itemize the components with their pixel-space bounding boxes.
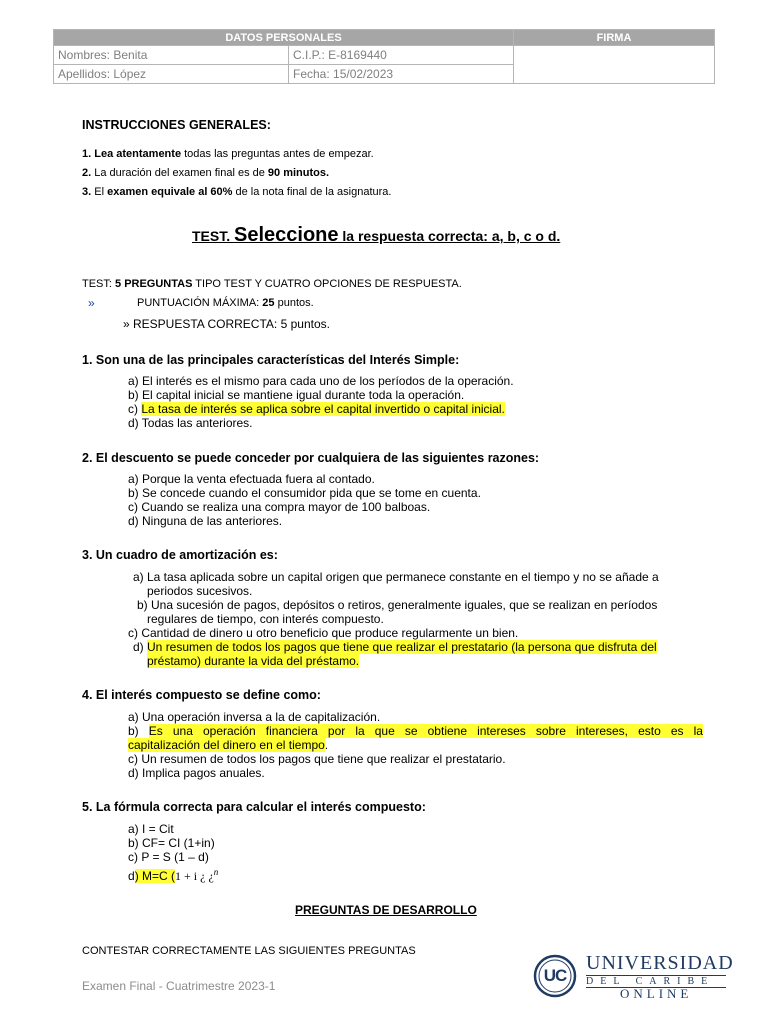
q2-option-c: c) Cuando se realiza una compra mayor de 100 balboas. [128, 500, 431, 514]
cell-apellidos: Apellidos: López [54, 65, 289, 84]
instruction-1-rest: todas las preguntas antes de empezar. [181, 148, 374, 160]
instruction-2 [82, 167, 329, 179]
q5-option-d-highlight: ) M=C ( [134, 869, 176, 883]
test-title-pre: TEST. [192, 228, 235, 244]
cell-nombres: Nombres: Benita [54, 46, 289, 65]
q5-option-d-pre: d [128, 869, 135, 883]
instruction-2-num: 2. [82, 167, 92, 179]
test-title [192, 224, 560, 247]
q3-option-a-line2: periodos sucesivos. [147, 584, 253, 598]
q5-option-a: a) I = Cit [128, 822, 174, 836]
cell-cip: C.I.P.: E-8169440 [289, 46, 514, 65]
logo-line3: ONLINE [620, 986, 693, 1001]
bullet-icon: » [88, 296, 95, 310]
correct-score: » RESPUESTA CORRECTA: 5 puntos. [123, 317, 330, 331]
instruction-3-rest: de la nota final de la asignatura. [232, 186, 392, 198]
max-score-bold: 25 [262, 297, 275, 309]
q3-option-d [133, 640, 657, 668]
q5-option-d-formula: 1 + i ¿ ¿ [175, 869, 214, 883]
q4-option-b-highlight-1: Es una operación financiera por la que se obtiene intereses sobre intereses, esto es la [148, 724, 703, 738]
question-3: 3. Un cuadro de amortización es: [82, 548, 278, 562]
instruction-1-bold: Lea atentamente [94, 148, 182, 160]
test-info-bold: 5 PREGUNTAS [115, 278, 193, 290]
question-2: 2. El descuento se puede conceder por cualquiera de las siguientes razones: [82, 451, 540, 465]
max-score-pre: PUNTUACIÓN MÁXIMA: [137, 297, 263, 309]
cell-fecha: Fecha: 15/02/2023 [289, 65, 514, 84]
q3-option-b-line2: regulares de tiempo, con interés compuesto. [147, 612, 384, 626]
q2-option-a: a) Porque la venta efectuada fuera al contado. [128, 472, 375, 486]
q4-option-a: a) Una operación inversa a la de capitalización. [128, 710, 381, 724]
q4-option-b-highlight-2: capitalización del dinero en el tiempo [128, 738, 325, 752]
test-title-big: Seleccione [234, 224, 339, 246]
development-title: PREGUNTAS DE DESARROLLO [295, 903, 477, 917]
q3-option-a [133, 570, 703, 598]
q1-option-c-pre: c) [128, 402, 142, 416]
instruction-3 [82, 186, 391, 198]
footer-text: Examen Final - Cuatrimestre 2023-1 [82, 979, 276, 993]
instruction-3-bold: examen equivale al 60% [107, 186, 233, 198]
q4-option-d: d) Implica pagos anuales. [128, 766, 265, 780]
development-instruction: CONTESTAR CORRECTAMENTE LAS SIGUIENTES PREGUNTAS [82, 945, 416, 957]
q3-option-b [137, 598, 657, 626]
q1-option-d: d) Todas las anteriores. [128, 416, 253, 430]
q1-option-c-highlight: La tasa de interés se aplica sobre el capital invertido o capital inicial. [141, 402, 505, 416]
test-info-rest: TIPO TEST Y CUATRO OPCIONES DE RESPUESTA. [192, 278, 462, 290]
logo-mark: UC [543, 966, 567, 985]
instruction-3-num: 3. [82, 186, 92, 198]
test-title-rest: la respuesta correcta: a, b, c o d. [338, 228, 561, 244]
instruction-2-pre: La duración del examen final es de [91, 167, 268, 179]
instruction-1-num: 1. [82, 148, 92, 160]
q4-option-c: c) Un resumen de todos los pagos que tiene que realizar el prestatario. [128, 752, 506, 766]
cell-signature [514, 46, 715, 84]
q3-option-c: c) Cantidad de dinero u otro beneficio que produce regularmente un bien. [128, 626, 519, 640]
max-score [137, 297, 314, 309]
q5-option-d [128, 865, 218, 883]
q4-option-b-tail: . [324, 738, 329, 752]
question-4: 4. El interés compuesto se define como: [82, 688, 321, 702]
q1-option-b: b) El capital inicial se mantiene igual durante toda la operación. [128, 388, 465, 402]
header-personal-data: DATOS PERSONALES [54, 30, 514, 46]
q2-option-d: d) Ninguna de las anteriores. [128, 514, 283, 528]
test-info-pre: TEST: [82, 278, 116, 290]
test-info-line [82, 278, 462, 290]
q1-option-a: a) El interés es el mismo para cada uno de los períodos de la operación. [128, 374, 514, 388]
q4-option-b-pre: b) [128, 724, 149, 738]
instruction-1 [82, 148, 374, 160]
q1-option-c [128, 402, 505, 416]
q4-option-b [128, 724, 703, 752]
q3-option-d-pre: d) [133, 640, 148, 654]
question-1: 1. Son una de las principales características del Interés Simple: [82, 353, 460, 367]
question-5: 5. La fórmula correcta para calcular el interés compuesto: [82, 800, 426, 814]
personal-data-table [53, 29, 715, 84]
instructions-heading: INSTRUCCIONES GENERALES: [82, 118, 271, 132]
max-score-rest: puntos. [274, 297, 314, 309]
q5-option-d-exponent: n [213, 867, 219, 877]
q3-option-d-highlight-2: préstamo) durante la vida del préstamo. [147, 654, 360, 668]
q3-option-b-line1: b) Una sucesión de pagos, depósitos o retiros, generalmente iguales, que se realizan en períodos [137, 598, 658, 612]
q3-option-a-line1: a) La tasa aplicada sobre un capital origen que permanece constante en el tiempo y no se añade a [133, 570, 659, 584]
instruction-3-pre: El [91, 186, 108, 198]
q5-option-b: b) CF= CI (1+in) [128, 836, 215, 850]
logo-line1: UNIVERSIDAD [586, 952, 734, 974]
q3-option-d-highlight-1: Un resumen de todos los pagos que tiene que realizar el prestatario (la persona que disfruta del [147, 640, 657, 654]
q2-option-b: b) Se concede cuando el consumidor pida que se tome en cuenta. [128, 486, 481, 500]
header-signature: FIRMA [514, 30, 715, 46]
university-logo [533, 952, 734, 1001]
q5-option-c: c) P = S (1 – d) [128, 850, 209, 864]
logo-line2: DEL CARIBE [586, 975, 726, 988]
instruction-2-bold: 90 minutos. [267, 167, 330, 179]
